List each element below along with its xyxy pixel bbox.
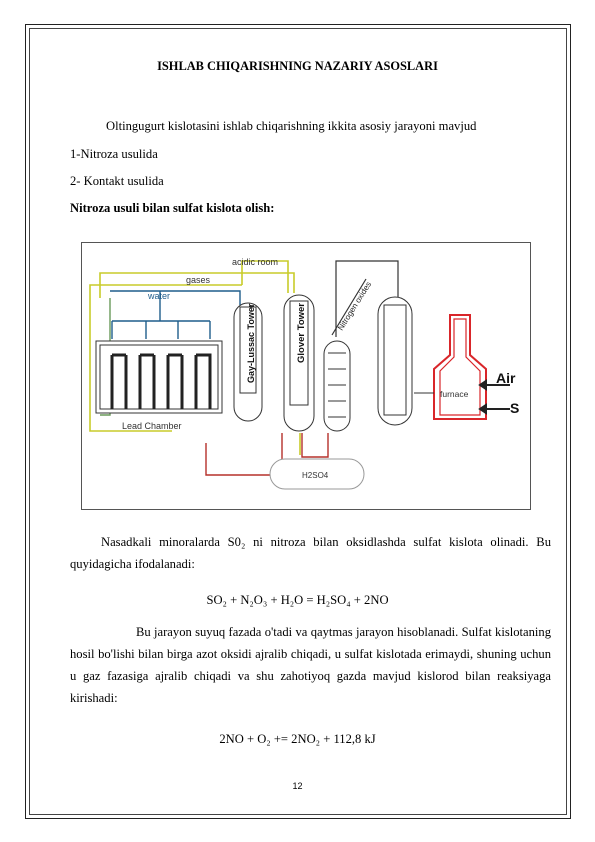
intro-text: Oltingugurt kislotasini ishlab chiqarishning ikkita asosiy jarayoni mavjud [106,119,477,133]
label-h2so4: H2SO4 [302,471,329,480]
furnace [434,315,486,419]
paragraph-1: Nasadkali minoralarda S0₂ ni nitroza bilan oksidlashda sulfat kislota olinadi. Bu quyidagicha ifodalanadi: [70,535,551,571]
label-lead-chamber: Lead Chamber [122,421,182,431]
equation-2: 2NO + O₂ += 2NO₂ + 112,8 kJ [219,732,376,746]
label-s: S [510,400,520,416]
nitrogen-tower [378,297,412,425]
lead-chamber [96,341,222,413]
method-1: 1-Nitroza usulida [70,147,158,161]
label-acidic-room: acidic room [232,257,279,267]
label-furnace: furnace [440,389,469,399]
section-heading: Nitroza usuli bilan sulfat kislota olish: [70,201,275,215]
document-title: ISHLAB CHIQARISHNING NAZARIY ASOSLARI [157,59,438,73]
method-2: 2- Kontakt usulida [70,174,164,188]
page-number: 12 [292,781,303,791]
label-air: Air [496,370,516,386]
water-lines [110,291,240,339]
equation-1: SO₂ + N₂O₃ + H₂O = H₂SO₄ + 2NO [206,593,389,607]
label-glover: Glover Tower [296,302,307,363]
process-diagram [81,242,531,510]
label-gases: gases [186,275,211,285]
mixing-tower [324,341,350,431]
label-nitrogen-oxides: Nitrogen oxides [336,280,374,333]
diagram-svg [82,243,530,509]
paragraph-2: Bu jarayon suyuq fazada o'tadi va qaytmas jarayon hisoblanadi. Sulfat kislotaning hosil bo'lishi bilan birga azot oksidi ajralib chiqadi, u sulfat kislotada erimaydi, shuning uchun u gaz fazasiga ajralib chiqadi va shu zahotiyoq gazda mavjud kislorod bilan reaksiyaga kirishadi: [70,625,551,705]
label-gay-lussac: Gay-Lussac Tower [246,303,256,383]
label-water: water [148,291,171,301]
